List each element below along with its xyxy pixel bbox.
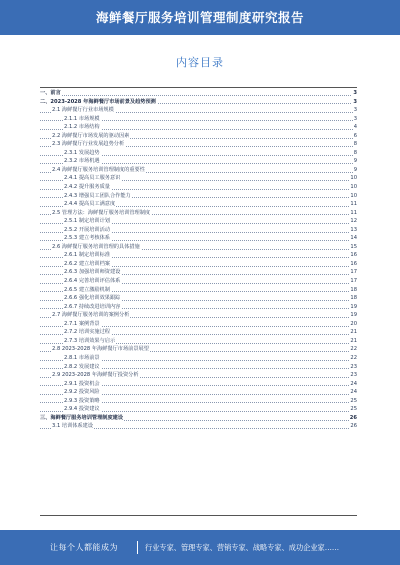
toc-entry[interactable]: [40, 371, 357, 380]
toc-entry-label: 2.4.2 提升服务质量: [64, 184, 110, 191]
toc-entry[interactable]: [40, 422, 357, 431]
toc-entry-page: 25: [350, 397, 357, 404]
toc-entry[interactable]: [40, 115, 357, 124]
toc-heading: 内容目录: [176, 56, 224, 69]
toc-entry[interactable]: [40, 192, 357, 201]
toc-entry-label: 2.7.2 培训实施过程: [64, 329, 110, 336]
toc-entry-page: 3: [353, 98, 357, 105]
toc-entry[interactable]: [40, 397, 357, 406]
toc-entry-page: 9: [353, 166, 357, 173]
toc-entry-page: 20: [350, 320, 357, 327]
toc-entry-label: 2.7.3 培训效果与启示: [64, 337, 116, 344]
toc-entry[interactable]: [40, 157, 357, 166]
toc-entry[interactable]: [40, 226, 357, 235]
toc-entry-label: 2.9.1 投资机会: [64, 380, 100, 387]
toc-top-rule: [40, 87, 357, 88]
toc-entry[interactable]: [40, 328, 357, 337]
toc-entry-page: 17: [350, 278, 357, 285]
toc-entry-page: 15: [350, 243, 357, 250]
toc-entry[interactable]: [40, 260, 357, 269]
toc-entry-page: 21: [350, 329, 357, 336]
toc-entry-page: 14: [350, 235, 357, 242]
toc-entry[interactable]: [40, 414, 357, 423]
toc-leader-dots: [40, 95, 357, 96]
toc-entry-label: 2.9.4 投资建议: [64, 406, 100, 413]
toc-entry-page: 10: [350, 192, 357, 199]
toc-entry[interactable]: [40, 294, 357, 303]
toc-entry[interactable]: [40, 200, 357, 209]
toc-entry[interactable]: [40, 106, 357, 115]
toc-entry-label: 2.8.1 市场前景: [64, 354, 100, 361]
bottom-banner: [0, 530, 400, 565]
toc-entry-label: 2.5.1 制定培训计划: [64, 218, 110, 225]
toc-entry-page: 13: [350, 226, 357, 233]
toc-entry-page: 9: [353, 158, 357, 165]
toc-entry[interactable]: [40, 89, 357, 98]
toc-entry[interactable]: [40, 380, 357, 389]
toc-entry[interactable]: [40, 149, 357, 158]
toc-entry-label: 2.5.3 建立考核体系: [64, 235, 110, 242]
toc-entry-label: 2.6.4 完善培训评估体系: [64, 278, 121, 285]
footer-tagline: 行业专家、管理专家、营销专家、战略专家、成功企业家……: [145, 543, 340, 552]
toc-entry-label: 2.5 管理方法：海鲜餐厅服务培训管理制度: [52, 209, 151, 216]
toc-entry-page: 8: [353, 149, 357, 156]
toc-entry[interactable]: [40, 98, 357, 107]
toc-entry-page: 19: [350, 303, 357, 310]
report-title: 海鲜餐厅服务培训管理制度研究报告: [95, 10, 304, 25]
toc-entry-label: 2.1 海鲜餐厅行业市场规模: [52, 107, 114, 114]
toc-entry-page: 21: [350, 337, 357, 344]
toc-entry-label: 2.3.1 发展趋势: [64, 149, 100, 156]
toc-entry-page: 8: [353, 141, 357, 148]
toc-entry-page: 17: [350, 269, 357, 276]
toc-entry-page: 25: [350, 406, 357, 413]
toc-entry-label: 3.1 培训体系建设: [52, 423, 94, 430]
toc-entry-page: 11: [350, 209, 357, 216]
toc-entry-label: 2.9 2023-2028 年海鲜餐厅投资分析: [52, 372, 139, 379]
toc-entry-page: 6: [353, 132, 357, 139]
toc-entry-label: 2.4 海鲜餐厅服务培训管理制度的重要性: [52, 166, 145, 173]
toc-entry-label: 2.9.3 投资策略: [64, 397, 100, 404]
toc-entry-page: 3: [353, 90, 357, 96]
footer-divider: [137, 541, 138, 554]
toc-entry[interactable]: [40, 345, 357, 354]
toc-entry[interactable]: [40, 303, 357, 312]
toc-entry-page: 23: [350, 372, 357, 379]
toc-entry[interactable]: [40, 354, 357, 363]
toc-entry-page: 3: [353, 115, 357, 122]
toc-entry[interactable]: [40, 277, 357, 286]
toc-entry-page: 22: [350, 346, 357, 353]
toc-entry-page: 4: [353, 124, 357, 131]
toc-entry-page: 22: [350, 354, 357, 361]
toc-entry-page: 16: [350, 252, 357, 259]
toc-entry-page: 3: [353, 107, 357, 114]
toc-entry-label: 二、2023-2028 年海鲜餐厅市场前景及趋势预测: [40, 98, 156, 105]
toc-entry-label: 2.4.4 提高员工满意度: [64, 201, 116, 208]
toc-entry-label: 2.8.2 发展建议: [64, 363, 100, 370]
toc-entry-label: 2.5.2 开展培训活动: [64, 226, 110, 233]
toc-entry-page: 10: [350, 175, 357, 182]
toc-entry[interactable]: [40, 140, 357, 149]
toc-entry[interactable]: [40, 320, 357, 329]
toc-entry-label: 2.6.2 建立培训档案: [64, 260, 110, 267]
toc-entry-label: 2.6.1 制定培训标准: [64, 252, 110, 259]
toc-entry[interactable]: [40, 363, 357, 372]
toc-entry-label: 2.6.3 加强培训师资建设: [64, 269, 121, 276]
toc-entry[interactable]: [40, 183, 357, 192]
toc-entry[interactable]: [40, 132, 357, 141]
toc-entry[interactable]: [40, 311, 357, 320]
toc-entry-page: 23: [350, 363, 357, 370]
footer-slogan: 让每个人都能成为: [50, 543, 118, 552]
table-of-contents: [40, 84, 357, 516]
toc-entry-page: 16: [350, 260, 357, 267]
toc-entry-label: 2.6 海鲜餐厅服务培训管理的具体措施: [52, 243, 140, 250]
toc-entry[interactable]: [40, 337, 357, 346]
toc-entry[interactable]: [40, 388, 357, 397]
toc-entry-page: 12: [350, 218, 357, 225]
toc-entry-page: 11: [350, 201, 357, 208]
toc-entry-label: 2.9.2 投资风险: [64, 389, 100, 396]
toc-entry-label: 2.6.6 强化培训效果跟踪: [64, 295, 121, 302]
toc-entry-label: 2.1.1 市场规模: [64, 115, 100, 122]
toc-entry-label: 2.2 海鲜餐厅市场发展的驱动因素: [52, 132, 130, 139]
toc-entry-page: 26: [349, 414, 357, 421]
toc-entry[interactable]: [40, 251, 357, 260]
toc-entry[interactable]: [40, 166, 357, 175]
toc-entry-page: 10: [350, 184, 357, 191]
toc-entry-page: 24: [350, 380, 357, 387]
toc-entry[interactable]: [40, 209, 357, 218]
toc-entry[interactable]: [40, 405, 357, 414]
toc-entry[interactable]: [40, 268, 357, 277]
toc-entry-page: 18: [350, 295, 357, 302]
toc-entry-label: 2.6.7 持续改进培训内容: [64, 303, 121, 310]
toc-entry-label: 2.7 海鲜餐厅服务培训的案例分析: [52, 312, 130, 319]
toc-entry-page: 24: [350, 389, 357, 396]
toc-entry-page: 18: [350, 286, 357, 293]
toc-entry-label: 一、前言: [40, 90, 61, 96]
toc-entry-label: 2.4.3 增强员工团队合作能力: [64, 192, 131, 199]
toc-entry-page: 19: [350, 312, 357, 319]
toc-entry-label: 2.1.2 市场结构: [64, 124, 100, 131]
toc-entry-label: 2.3.2 市场机遇: [64, 158, 100, 165]
toc-entry[interactable]: [40, 234, 357, 243]
toc-entry-label: 2.4.1 提高员工服务意识: [64, 175, 121, 182]
toc-entry-label: 2.8 2023-2028 年海鲜餐厅市场前景展望: [52, 346, 149, 353]
toc-entry[interactable]: [40, 217, 357, 226]
toc-entry-label: 2.3 海鲜餐厅行业发展趋势分析: [52, 141, 125, 148]
toc-entry-label: 2.7.1 案例背景: [64, 320, 100, 327]
toc-entry[interactable]: [40, 123, 357, 132]
toc-entry-page: 26: [350, 423, 357, 430]
toc-entry[interactable]: [40, 243, 357, 252]
toc-entry-label: 2.6.5 建立激励机制: [64, 286, 110, 293]
toc-entry-label: 三、海鲜餐厅服务培训管理制度建设: [40, 414, 124, 421]
toc-bottom-rule: [40, 515, 357, 516]
top-banner: [0, 0, 400, 35]
toc-entry[interactable]: [40, 174, 357, 183]
toc-entry[interactable]: [40, 286, 357, 295]
